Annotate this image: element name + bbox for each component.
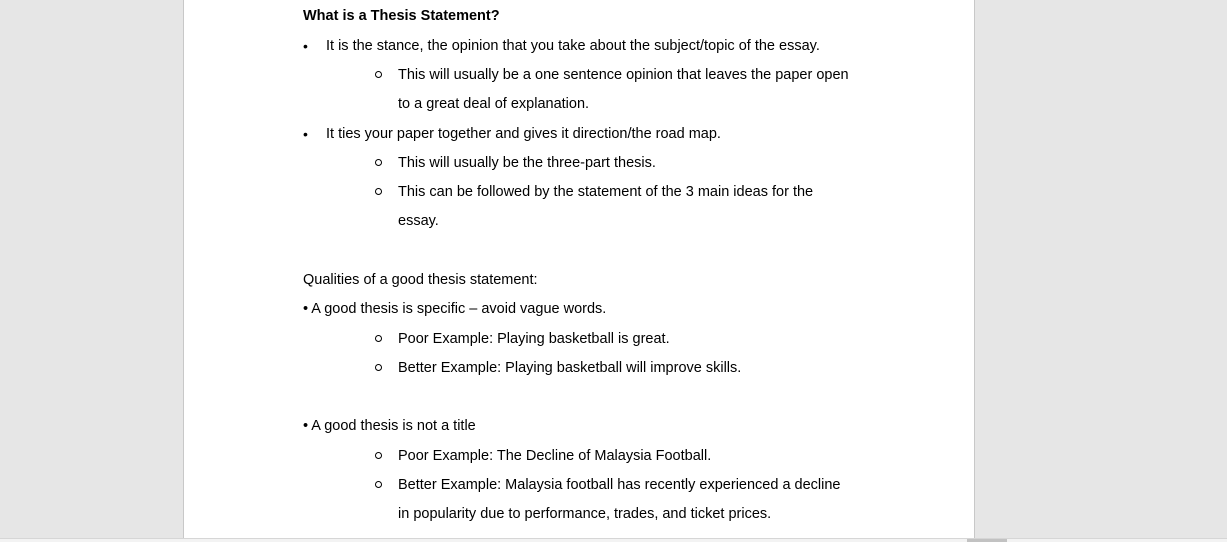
document-page[interactable]: [183, 0, 975, 538]
qualities-heading: Qualities of a good thesis statement:: [303, 272, 538, 288]
list-item: It ties your paper together and gives it direction/the road map.: [326, 126, 721, 142]
list-item-continuation: essay.: [398, 213, 439, 229]
circle-bullet-icon: [375, 71, 382, 78]
section-heading: What is a Thesis Statement?: [303, 8, 500, 24]
list-item: Better Example: Malaysia football has recently experienced a decline: [398, 477, 841, 493]
list-item-continuation: to a great deal of explanation.: [398, 96, 590, 112]
list-item: This will usually be a one sentence opinion that leaves the paper open: [398, 67, 849, 83]
bullet-dot-icon: •: [303, 126, 308, 142]
list-item: Better Example: Playing basketball will improve skills.: [398, 360, 742, 376]
list-item: This can be followed by the statement of the 3 main ideas for the: [398, 184, 814, 200]
list-item: • A good thesis is specific – avoid vague words.: [303, 301, 607, 317]
circle-bullet-icon: [375, 159, 382, 166]
circle-bullet-icon: [375, 452, 382, 459]
circle-bullet-icon: [375, 364, 382, 371]
list-item: This will usually be the three-part thesis.: [398, 155, 656, 171]
bullet-dot-icon: •: [303, 38, 308, 54]
circle-bullet-icon: [375, 335, 382, 342]
list-item: It is the stance, the opinion that you take about the subject/topic of the essay.: [326, 38, 820, 54]
list-item: Poor Example: Playing basketball is great.: [398, 331, 670, 347]
circle-bullet-icon: [375, 481, 382, 488]
list-item: Poor Example: The Decline of Malaysia Football.: [398, 448, 712, 464]
circle-bullet-icon: [375, 188, 382, 195]
list-item-continuation: in popularity due to performance, trades, and ticket prices.: [398, 506, 772, 522]
list-item: • A good thesis is not a title: [303, 418, 476, 434]
horizontal-scrollbar[interactable]: [0, 538, 1227, 542]
